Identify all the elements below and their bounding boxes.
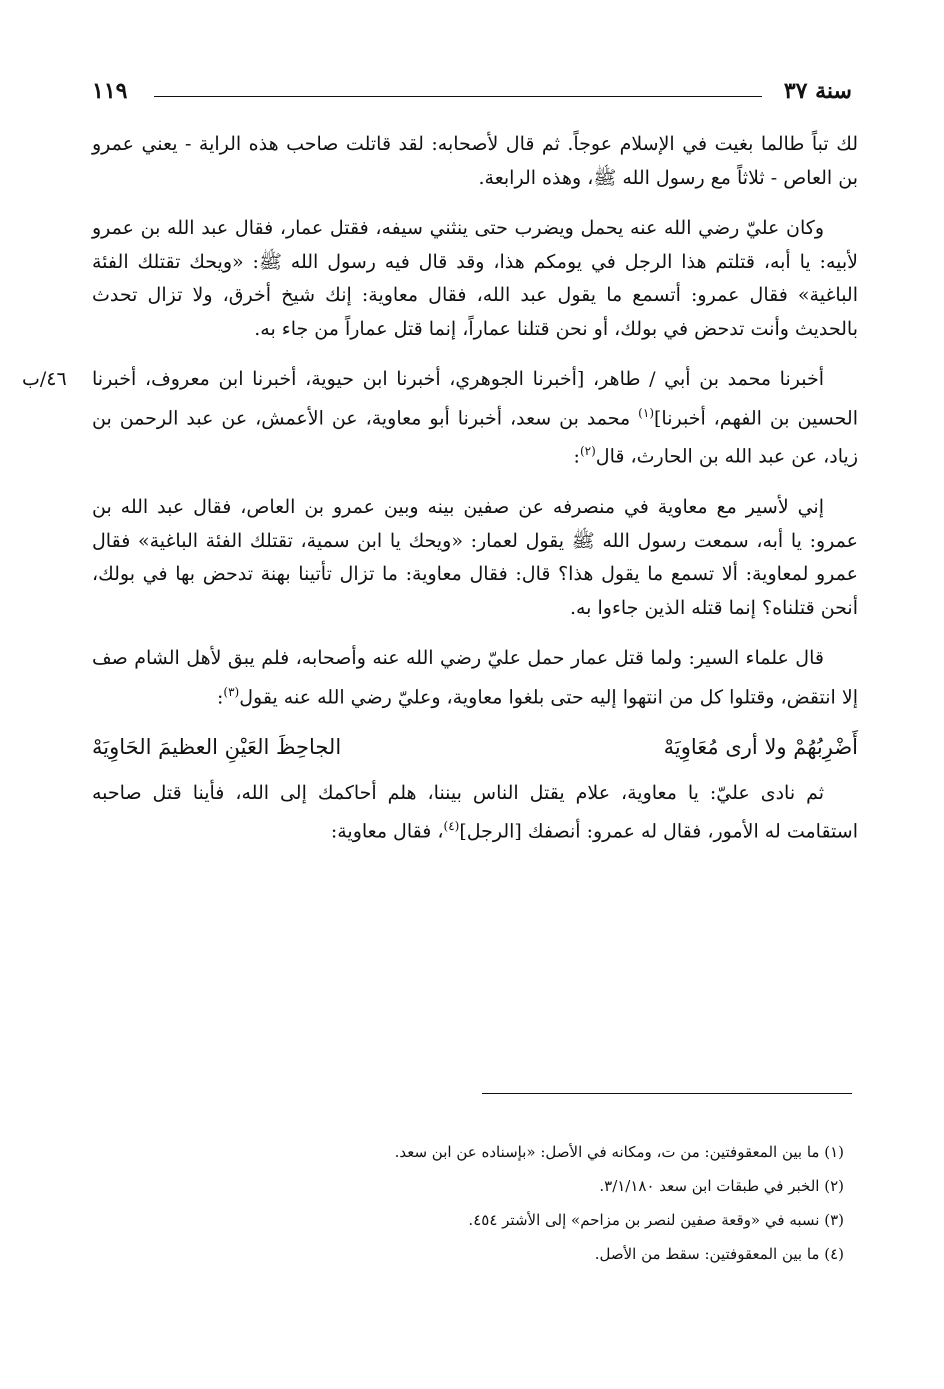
footnote-ref-3[interactable]: (٣) bbox=[223, 684, 240, 699]
p6-text-a: ثم نادى عليّ: يا معاوية، علام يقتل الناس بيننا، هلم أحاكمك إلى الله، فأينا قتل صاحبه استقامت له الأمور، فقال له عمرو: أنصفك [الرجل] bbox=[92, 781, 858, 843]
paragraph-3-isnad bbox=[92, 363, 858, 474]
isnad-text-c: : bbox=[573, 445, 580, 468]
p5-text-a: قال علماء السير: ولما قتل عمار حمل عليّ رضي الله عنه وأصحابه، فلم يبق لأهل الشام صف إلا انتقض، وقتلوا كل من انتهوا إليه حتى بلغوا معاوية، وعليّ رضي الله عنه يقول bbox=[92, 647, 858, 708]
footnote-2: (٢) الخبر في طبقات ابن سعد ٣/١/١٨٠. bbox=[599, 1177, 844, 1195]
verse-hemistich-right: أَضْرِبُهُمْ ولا أرى مُعَاوِيَهْ bbox=[663, 735, 858, 760]
footnote-ref-4[interactable]: (٤) bbox=[443, 819, 460, 834]
paragraph-4: إني لأسير مع معاوية في منصرفه عن صفين بينه وبين عمرو بن العاص، فقال عبد الله بن عمرو: يا أبه، سمعت رسول الله ﷺ يقول لعمار: «ويحك يا ابن سمية، تقتلك الفئة الباغية» فقال عمرو لمعاوية: ألا تسمع ما يقول هذا؟ قال: فقال معاوية: ما تزال تأتينا بهنة تدحض بها في بولك، أنحن قتلناه؟ إنما قتله الذين جاءوا به. bbox=[92, 496, 858, 619]
running-head-year: سنة ٣٧ bbox=[783, 78, 852, 104]
footnote-separator bbox=[482, 1093, 852, 1094]
footnote-4: (٤) ما بين المعقوفتين: سقط من الأصل. bbox=[594, 1245, 844, 1263]
paragraph-5 bbox=[92, 642, 858, 714]
p5-text-b: : bbox=[217, 685, 224, 708]
verse-hemistich-left: الجاحِظَ العَيْنِ العظيمَ الحَاوِيَهْ bbox=[92, 735, 342, 760]
page-header bbox=[92, 78, 852, 110]
paragraph-1: لك تباً طالما بغيت في الإسلام عوجاً. ثم قال لأصحابه: لقد قاتلت صاحب هذه الراية - يعني عمرو بن العاص - ثلاثاً مع رسول الله ﷺ، وهذه الرابعة. bbox=[92, 133, 858, 189]
footnote-ref-1[interactable]: (١) bbox=[638, 405, 654, 420]
footnotes bbox=[92, 1135, 844, 1271]
header-rule bbox=[154, 96, 762, 97]
footnote-3: (٣) نسبه في «وقعة صفين لنصر بن مزاحم» إلى الأشتر ٤٥٤. bbox=[468, 1211, 844, 1229]
main-text bbox=[22, 128, 858, 866]
isnad-text-b: محمد بن سعد، أخبرنا أبو معاوية، عن الأعمش، عن عبد الرحمن بن زياد، عن عبد الله بن الحارث، قال bbox=[92, 406, 858, 468]
paragraph-6 bbox=[92, 777, 858, 849]
manuscript-folio-ref: ٤٦/ب bbox=[22, 368, 67, 390]
footnote-1: (١) ما بين المعقوفتين: من ت، ومكانه في الأصل: «بإسناده عن ابن سعد. bbox=[394, 1143, 844, 1161]
p6-text-b: ، فقال معاوية: bbox=[330, 820, 444, 843]
paragraph-2: وكان عليّ رضي الله عنه يحمل ويضرب حتى ينثني سيفه، فقتل عمار، فقال عبد الله بن عمرو لأبيه: يا أبه، قتلتم هذا الرجل في يومكم هذا، وقد قال فيه رسول الله ﷺ: «ويحك تقتلك الفئة الباغية» فقال عمرو: أتسمع ما يقول عبد الله، فقال معاوية: إنك شيخ أخرق، ولا تزال تحدث بالحديث وأنت تدحض في بولك، أو نحن قتلنا عماراً، إنما قتل عماراً من جاء به. bbox=[92, 217, 858, 340]
isnad-text-a: أخبرنا محمد بن أبي / طاهر، [أخبرنا الجوهري، أخبرنا ابن حيوية، أخبرنا ابن معروف، أخبرنا الحسين بن الفهم، أخبرنا] bbox=[92, 368, 858, 429]
paragraph-3-wrap bbox=[22, 363, 858, 474]
footnote-ref-2[interactable]: (٢) bbox=[579, 444, 596, 459]
poetry-verse bbox=[92, 731, 858, 765]
page-number: ١١٩ bbox=[92, 78, 128, 104]
